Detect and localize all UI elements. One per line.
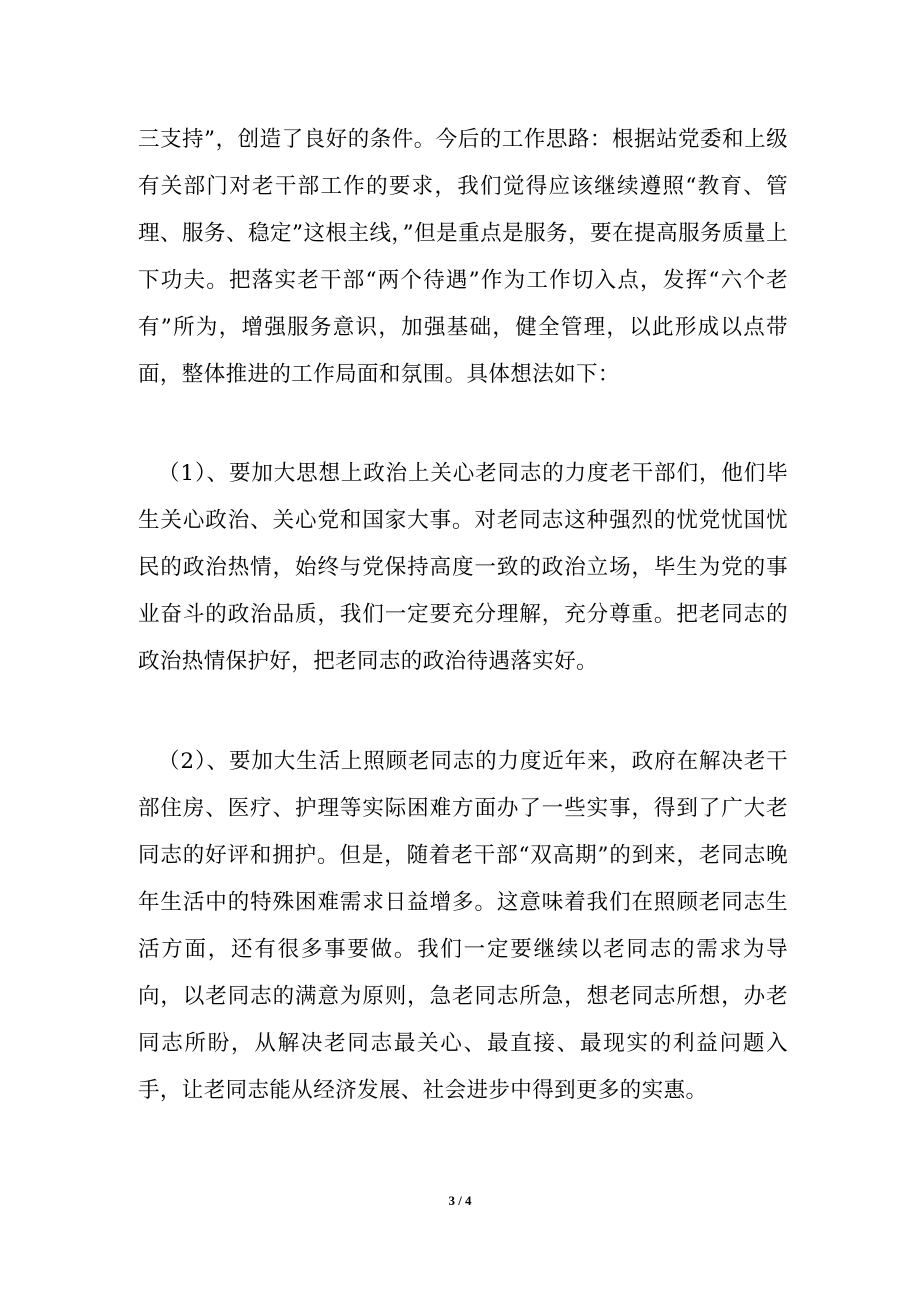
paragraph-political-care: （1）、要加大思想上政治上关心老同志的力度老干部们，他们毕生关心政治、关心党和国家大事。对老同志这种强烈的忧党忧国忧民的政治热情，始终与党保持高度一致的政治立场，毕生为党的事业奋斗的政治品质，我们一定要充分理解，充分尊重。把老同志的政治热情保护好，把老同志的政治待遇落实好。 [138,461,788,674]
paragraph-work-approach: 三支持”，创造了良好的条件。今后的工作思路：根据站党委和上级有关部门对老干部工作的要求，我们觉得应该继续遵照“教育、管理、服务、稳定”这根主线，”但是重点是服务，要在提高服务质量上下功夫。把落实老干部“两个待遇”作为工作切入点，发挥“六个老有”所为，增强服务意识，加强基础，健全管理，以此形成以点带面，整体推进的工作局面和氛围。具体想法如下： [138,127,788,387]
page-number: 3 / 4 [448,1193,472,1208]
paragraph-life-care: （2）、要加大生活上照顾老同志的力度近年来，政府在解决老干部住房、医疗、护理等实际困难方面办了一些实事，得到了广大老同志的好评和拥护。但是，随着老干部“双高期”的到来，老同志晚年生活中的特殊困难需求日益增多。这意味着我们在照顾老同志生活方面，还有很多事要做。我们一定要继续以老同志的需求为导向，以老同志的满意为原则，急老同志所急，想老同志所想，办老同志所盼，从解决老同志最关心、最直接、最现实的利益问题入手，让老同志能从经济发展、社会进步中得到更多的实惠。 [138,749,788,1103]
